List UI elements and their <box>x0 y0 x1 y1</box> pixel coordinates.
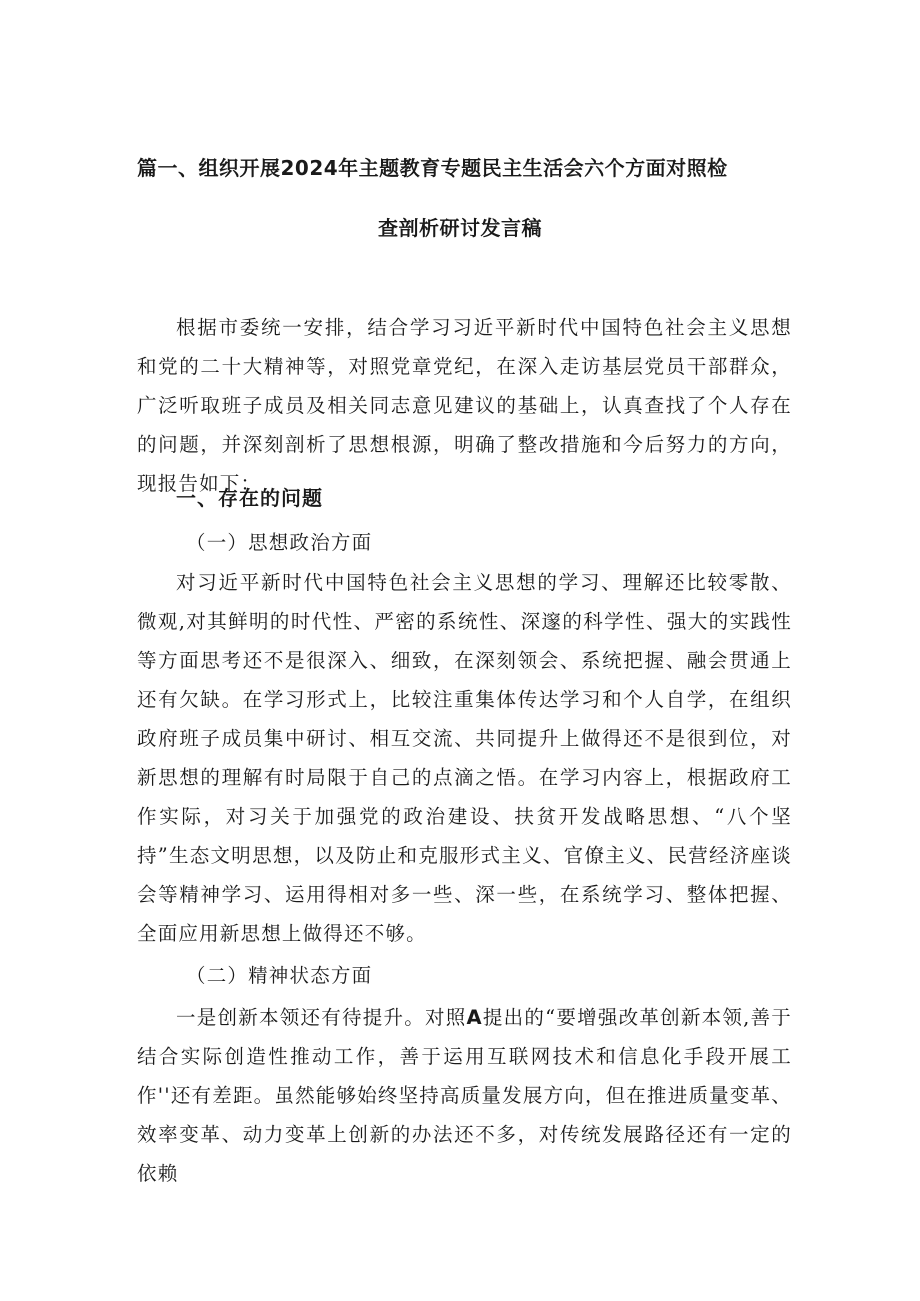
document-title-line-1: 篇一、组织开展2024年主题教育专题民主生活会六个方面对照检 <box>137 156 728 180</box>
spirit-text-letter: A <box>466 1006 483 1029</box>
intro-paragraph: 根据市委统一安排，结合学习习近平新时代中国特色社会主义思想和党的二十大精神等，对照党章党纪，在深入走访基层党员干部群众，广泛听取班子成员及相关同志意见建议的基础上，认真查找了个人存在的问题，并深刻剖析了思想根源，明确了整改措施和今后努力的方向，现报告如下： <box>137 316 792 495</box>
subsection-heading-ideology: （一）思想政治方面 <box>186 531 373 554</box>
spirit-text-start: 一是创新本领还有待提升。对照 <box>176 1006 467 1029</box>
spirit-paragraph <box>137 998 792 1193</box>
document-title-line-2: 查剖析研讨发言稿 <box>378 216 542 240</box>
spirit-text-rest: 提出的“要增强改革创新本领,善于结合实际创造性推动工作，善于运用互联网技术和信息化手段开展工作''还有差距。虽然能够始终坚持高质量发展方向，但在推进质量变革、效率变革、动力变革上创新的办法还不多，对传统发展路径还有一定的依赖 <box>137 1006 792 1185</box>
section-heading-problems: 一、存在的问题 <box>176 486 323 510</box>
ideology-paragraph: 对习近平新时代中国特色社会主义思想的学习、理解还比较零散、微观,对其鲜明的时代性、严密的系统性、深邃的科学性、强大的实践性等方面思考还不是很深入、细致，在深刻领会、系统把握、融会贯通上还有欠缺。在学习形式上，比较注重集体传达学习和个人自学，在组织政府班子成员集中研讨、相互交流、共同提升上做得还不是很到位，对新思想的理解有时局限于自己的点滴之悟。在学习内容上，根据政府工作实际，对习关于加强党的政治建设、扶贫开发战略思想、“八个坚持”生态文明思想，以及防止和克服形式主义、官僚主义、民营经济座谈会等精神学习、运用得相对多一些、深一些，在系统学习、整体把握、全面应用新思想上做得还不够。 <box>137 571 792 945</box>
subsection-heading-spirit: （二）精神状态方面 <box>186 964 373 987</box>
